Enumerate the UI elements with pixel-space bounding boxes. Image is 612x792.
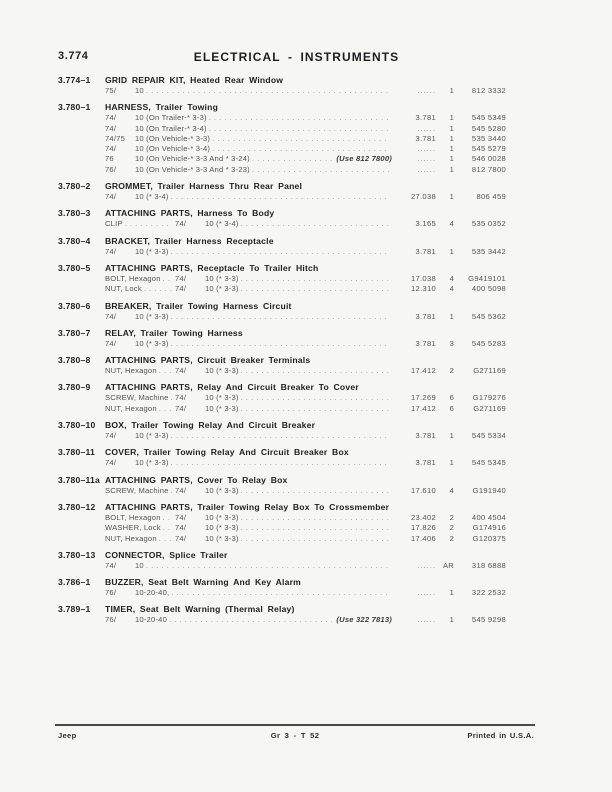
dot-leader	[125, 219, 172, 228]
row-qty: 4	[449, 485, 454, 495]
row-model: 10 (* 3-3)	[205, 533, 239, 543]
section-ref-number: 3.780–3	[58, 208, 91, 219]
parts-section	[58, 75, 506, 96]
dot-leader	[171, 312, 390, 321]
row-part-number: 400 4504	[471, 512, 506, 522]
parts-section	[58, 382, 506, 414]
row-group-ref: 23.402	[410, 512, 436, 522]
footer-rule	[55, 724, 535, 726]
parts-row	[105, 113, 506, 123]
dot-leader	[171, 247, 390, 256]
dot-leader	[163, 523, 172, 532]
dot-leader	[159, 366, 172, 375]
row-part-name-cell	[105, 366, 175, 376]
row-model: 10-20-40,	[135, 588, 170, 598]
parts-row	[105, 561, 506, 571]
row-part-name: BOLT, Hexagon	[105, 273, 161, 283]
section-ref-number: 3.786–1	[58, 577, 91, 588]
parts-row	[105, 431, 506, 441]
row-group-ref: ......	[417, 144, 436, 154]
row-year: 74/	[105, 144, 117, 154]
row-model: 10 (* 3-3)	[135, 338, 169, 348]
row-model: 10	[135, 560, 144, 570]
row-part-number: G191940	[472, 485, 506, 495]
row-group-ref: 3.781	[415, 338, 436, 348]
row-group-ref: 3.781	[415, 246, 436, 256]
row-group-ref: ......	[417, 164, 436, 174]
row-part-name: NUT, Lock	[105, 284, 142, 294]
section-title: BUZZER, Seat Belt Warning And Key Alarm	[105, 577, 301, 588]
section-ref-number: 3.780–8	[58, 355, 91, 366]
parts-row	[105, 513, 506, 523]
dot-leader	[171, 339, 390, 348]
row-part-number: 545 5362	[471, 311, 506, 321]
row-qty: 3	[449, 338, 454, 348]
section-body	[105, 328, 506, 349]
parts-section	[58, 236, 506, 257]
dot-leader	[146, 86, 390, 95]
row-qty: 1	[449, 192, 454, 202]
section-title: RELAY, Trailer Towing Harness	[105, 327, 243, 338]
row-model: 10 (On Vehicle-* 3-3 And * 3-24)	[135, 154, 250, 164]
row-part-number: 535 3440	[471, 133, 506, 143]
row-qty: 1	[449, 133, 454, 143]
dot-leader	[241, 366, 390, 375]
parts-row	[105, 339, 506, 349]
row-qty: 4	[449, 284, 454, 294]
section-body	[105, 550, 506, 571]
row-part-number: 535 0352	[471, 219, 506, 229]
row-group-ref: 17.038	[410, 273, 436, 283]
section-body	[105, 102, 506, 175]
row-part-number: G9419101	[468, 273, 506, 283]
row-year: 76/	[105, 164, 117, 174]
dot-leader	[163, 513, 172, 522]
dot-leader	[241, 513, 390, 522]
row-part-number: 812 7800	[471, 164, 506, 174]
parts-row	[105, 404, 506, 414]
row-qty: 2	[449, 533, 454, 543]
row-model: 10-20-40	[135, 615, 167, 625]
row-year: 74/	[175, 366, 187, 376]
dot-leader	[159, 534, 172, 543]
row-group-ref: 17.412	[410, 403, 436, 413]
row-year: 74/	[175, 533, 187, 543]
page-title: ELECTRICAL - INSTRUMENTS	[193, 50, 400, 64]
parts-section	[58, 208, 506, 229]
parts-row	[105, 154, 506, 164]
row-part-name: WASHER, Lock	[105, 523, 161, 533]
parts-row	[105, 523, 506, 533]
parts-row	[105, 458, 506, 468]
row-model: 10 (* 3-3)	[205, 366, 239, 376]
section-title: GROMMET, Trailer Harness Thru Rear Panel	[105, 181, 303, 192]
row-part-number: 545 5345	[471, 458, 506, 468]
parts-row	[105, 486, 506, 496]
footer-group-page: Gr 3 - T 52	[270, 731, 320, 740]
row-part-name-cell	[105, 534, 175, 544]
row-part-number: 545 5280	[471, 123, 506, 133]
row-part-number: 400 5098	[471, 284, 506, 294]
section-title: BOX, Trailer Towing Relay And Circuit Breaker	[105, 420, 316, 431]
row-group-ref: ......	[417, 154, 436, 164]
row-use-note: (Use 812 7800)	[336, 154, 392, 164]
section-ref-number: 3.780–10	[58, 420, 96, 431]
row-qty: 4	[449, 219, 454, 229]
section-title: COVER, Trailer Towing Relay And Circuit Breaker Box	[105, 447, 349, 458]
row-year: 74/	[105, 113, 117, 123]
row-part-number: 318 6888	[471, 560, 506, 570]
row-year: 74/	[175, 219, 187, 229]
section-body	[105, 355, 506, 376]
row-part-number: 322 2532	[471, 588, 506, 598]
section-ref-number: 3.780–7	[58, 327, 91, 338]
parts-row	[105, 588, 506, 598]
section-ref-number: 3.780–6	[58, 300, 91, 311]
parts-row	[105, 366, 506, 376]
row-part-name-cell	[105, 284, 175, 294]
row-qty: 2	[449, 523, 454, 533]
parts-section	[58, 328, 506, 349]
row-group-ref: 17.269	[410, 393, 436, 403]
parts-section	[58, 604, 506, 625]
row-year: 76/	[105, 615, 117, 625]
dot-leader	[146, 561, 390, 570]
parts-section	[58, 577, 506, 598]
section-body	[105, 382, 506, 414]
row-year: 74/	[175, 403, 187, 413]
row-year: 76	[105, 154, 114, 164]
row-part-name: SCREW, Machine	[105, 393, 169, 403]
dot-leader	[171, 486, 172, 495]
row-qty: 6	[449, 403, 454, 413]
section-body	[105, 420, 506, 441]
row-part-name-cell	[105, 523, 175, 533]
row-qty: 6	[449, 393, 454, 403]
section-body	[105, 475, 506, 496]
row-part-name-cell	[105, 486, 175, 496]
row-group-ref: 3.781	[415, 133, 436, 143]
row-year: 74/	[175, 523, 187, 533]
section-body	[105, 208, 506, 229]
footer-brand: Jeep	[58, 731, 77, 740]
row-part-name-cell	[105, 274, 175, 284]
parts-row	[105, 219, 506, 229]
section-ref-number: 3.780–5	[58, 262, 91, 273]
section-ref-number: 3.780–12	[58, 501, 96, 512]
row-model: 10 (On Vehicle-* 3-4)	[135, 144, 211, 154]
row-qty: 2	[449, 366, 454, 376]
row-group-ref: ......	[417, 86, 436, 95]
row-group-ref: ......	[417, 560, 436, 570]
row-part-name: NUT, Hexagon	[105, 403, 157, 413]
row-qty: 1	[449, 164, 454, 174]
section-title: ATTACHING PARTS, Circuit Breaker Terminals	[105, 355, 311, 366]
parts-row	[105, 192, 506, 202]
row-model: 10 (On Trailer-* 3-3)	[135, 113, 207, 123]
row-qty: AR	[443, 560, 454, 570]
row-model: 10	[135, 86, 144, 95]
section-title: CONNECTOR, Splice Trailer	[105, 549, 228, 560]
row-part-number: 545 9298	[471, 615, 506, 625]
row-qty: 1	[449, 458, 454, 468]
row-part-name-cell	[105, 393, 175, 403]
row-qty: 1	[449, 113, 454, 123]
row-part-number: G271169	[473, 403, 506, 413]
section-ref-number: 3.780–1	[58, 102, 91, 113]
row-group-ref: 3.165	[415, 219, 436, 229]
row-year: 74/	[175, 485, 187, 495]
row-model: 10 (On Trailer-* 3-4)	[135, 123, 207, 133]
section-ref-number: 3.780–4	[58, 235, 91, 246]
row-year: 74/	[175, 512, 187, 522]
parts-section	[58, 420, 506, 441]
section-body	[105, 181, 506, 202]
row-model: 10 (* 3-4)	[135, 192, 169, 202]
row-group-ref: 12.310	[410, 284, 436, 294]
section-body	[105, 301, 506, 322]
row-year: 74/75	[105, 133, 126, 143]
section-title: ATTACHING PARTS, Harness To Body	[105, 208, 275, 219]
row-part-number: 545 5283	[471, 338, 506, 348]
row-group-ref: 3.781	[415, 431, 436, 441]
row-group-ref: 27.038	[410, 192, 436, 202]
parts-section	[58, 550, 506, 571]
dot-leader	[159, 404, 172, 413]
page-footer	[55, 724, 535, 740]
parts-section	[58, 301, 506, 322]
section-ref-number: 3.780–13	[58, 549, 96, 560]
dot-leader	[241, 219, 390, 228]
row-model: 10 (* 3-3)	[135, 431, 169, 441]
row-qty: 4	[449, 273, 454, 283]
row-year: 74/	[175, 393, 187, 403]
row-year: 74/	[105, 246, 117, 256]
row-qty: 1	[449, 123, 454, 133]
section-body	[105, 236, 506, 257]
row-qty: 1	[449, 154, 454, 164]
row-group-ref: ......	[417, 588, 436, 598]
row-model: 10 (* 3-3)	[135, 246, 169, 256]
dot-leader	[252, 165, 390, 174]
section-body	[105, 75, 506, 96]
row-part-number: 535 3442	[471, 246, 506, 256]
section-body	[105, 604, 506, 625]
row-part-number: 545 5334	[471, 431, 506, 441]
row-part-name: NUT, Hexagon	[105, 533, 157, 543]
row-group-ref: ......	[417, 615, 436, 625]
row-year: 75/	[105, 86, 117, 95]
row-group-ref: ......	[417, 123, 436, 133]
parts-list	[58, 75, 506, 632]
parts-section	[58, 475, 506, 496]
section-body	[105, 502, 506, 544]
row-qty: 1	[449, 86, 454, 95]
row-qty: 1	[449, 246, 454, 256]
row-use-note: (Use 322 7813)	[336, 615, 392, 625]
section-ref-number: 3.780–11	[58, 447, 95, 458]
dot-leader	[241, 393, 390, 402]
dot-leader	[241, 274, 390, 283]
row-part-name: NUT, Hexagon	[105, 366, 157, 376]
section-ref-number: 3.780–9	[58, 382, 91, 393]
dot-leader	[241, 284, 390, 293]
row-part-number: 546 0028	[471, 154, 506, 164]
dot-leader	[144, 284, 172, 293]
row-model: 10 (* 3-3)	[205, 485, 239, 495]
row-part-number: G271169	[473, 366, 506, 376]
parts-row	[105, 247, 506, 257]
row-part-number: G120375	[472, 533, 506, 543]
row-year: 74/	[105, 560, 117, 570]
row-part-number: 812 3332	[471, 86, 506, 95]
section-title: BREAKER, Trailer Towing Harness Circuit	[105, 300, 292, 311]
dot-leader	[209, 124, 390, 133]
row-model: 10 (* 3-4)	[205, 219, 239, 229]
row-model: 10 (* 3-3)	[205, 393, 239, 403]
row-group-ref: 17.610	[410, 485, 436, 495]
section-body	[105, 447, 506, 468]
section-body	[105, 577, 506, 598]
row-year: 74/	[105, 338, 117, 348]
row-model: 10 (On Vehicle-* 3-3 And * 3-23)	[135, 164, 250, 174]
row-year: 74/	[105, 311, 117, 321]
row-group-ref: 3.781	[415, 113, 436, 123]
section-ref-number: 3.780–2	[58, 181, 91, 192]
parts-row	[105, 534, 506, 544]
section-title: ATTACHING PARTS, Cover To Relay Box	[105, 474, 288, 485]
parts-row	[105, 393, 506, 403]
row-model: 10 (* 3-3)	[205, 284, 239, 294]
section-title: HARNESS, Trailer Towing	[105, 102, 219, 113]
row-year: 74/	[105, 458, 117, 468]
dot-leader	[171, 393, 172, 402]
parts-row	[105, 274, 506, 284]
dot-leader	[171, 431, 390, 440]
dot-leader	[212, 144, 390, 153]
dot-leader	[171, 192, 390, 201]
parts-row	[105, 615, 506, 625]
row-qty: 1	[449, 144, 454, 154]
section-title: GRID REPAIR KIT, Heated Rear Window	[105, 75, 284, 85]
row-model: 10 (* 3-3)	[135, 458, 169, 468]
row-model: 10 (* 3-3)	[205, 523, 239, 533]
parts-row	[105, 165, 506, 175]
row-qty: 1	[449, 615, 454, 625]
footer-printed-in: Printed in U.S.A.	[467, 731, 534, 740]
row-model: 10 (* 3-3)	[205, 512, 239, 522]
row-part-name-cell	[105, 513, 175, 523]
row-part-name-cell	[105, 404, 175, 414]
row-year: 74/	[105, 431, 117, 441]
row-year: 74/	[175, 273, 187, 283]
row-group-ref: 17.826	[410, 523, 436, 533]
section-title: ATTACHING PARTS, Receptacle To Trailer Hitch	[105, 262, 319, 273]
row-qty: 1	[449, 311, 454, 321]
row-model: 10 (* 3-3)	[205, 273, 239, 283]
parts-row	[105, 144, 506, 154]
parts-section	[58, 447, 506, 468]
parts-row	[105, 124, 506, 134]
row-part-number: 545 5279	[471, 144, 506, 154]
dot-leader	[171, 458, 390, 467]
parts-section	[58, 181, 506, 202]
section-ref-number: 3.789–1	[58, 604, 91, 615]
parts-section	[58, 502, 506, 544]
section-body	[105, 263, 506, 295]
parts-section	[58, 355, 506, 376]
section-title: ATTACHING PARTS, Relay And Circuit Breaker To Cover	[105, 382, 359, 393]
dot-leader	[209, 113, 390, 122]
section-ref-number: 3.774–1	[58, 75, 91, 85]
row-year: 76/	[105, 588, 117, 598]
row-year: 74/	[175, 284, 187, 294]
row-group-ref: 3.781	[415, 458, 436, 468]
section-title: ATTACHING PARTS, Trailer Towing Relay Box To Crossmember	[105, 501, 390, 512]
row-part-name-cell	[105, 219, 175, 229]
section-title: BRACKET, Trailer Harness Receptacle	[105, 235, 274, 246]
parts-row	[105, 312, 506, 322]
dot-leader	[252, 154, 333, 163]
parts-row	[105, 284, 506, 294]
row-model: 10 (* 3-3)	[135, 311, 169, 321]
dot-leader	[169, 615, 332, 624]
row-part-number: G179276	[472, 393, 506, 403]
page-section-number: 3.774	[58, 50, 89, 62]
row-part-number: 545 5349	[471, 113, 506, 123]
dot-leader	[241, 534, 390, 543]
dot-leader	[241, 523, 390, 532]
row-model: 10 (On Vehicle-* 3-3)	[135, 133, 211, 143]
dot-leader	[171, 588, 390, 597]
dot-leader	[241, 404, 390, 413]
parts-section	[58, 102, 506, 175]
dot-leader	[241, 486, 390, 495]
row-year: 74/	[105, 192, 117, 202]
parts-section	[58, 263, 506, 295]
row-part-name: CLIP	[105, 219, 123, 229]
section-title: TIMER, Seat Belt Warning (Thermal Relay)	[105, 604, 295, 615]
row-part-name: BOLT, Hexagon	[105, 512, 161, 522]
row-part-name: SCREW, Machine	[105, 485, 169, 495]
row-group-ref: 3.781	[415, 311, 436, 321]
page-header	[58, 50, 535, 66]
parts-row	[105, 86, 506, 96]
parts-row	[105, 134, 506, 144]
row-year: 74/	[105, 123, 117, 133]
dot-leader	[212, 134, 390, 143]
row-model: 10 (* 3-3)	[205, 403, 239, 413]
row-part-number: G174916	[472, 523, 506, 533]
section-ref-number: 3.780–11a	[58, 474, 100, 485]
row-qty: 2	[449, 512, 454, 522]
row-group-ref: 17.412	[410, 366, 436, 376]
row-qty: 1	[449, 588, 454, 598]
dot-leader	[163, 274, 172, 283]
row-qty: 1	[449, 431, 454, 441]
row-part-number: 806 459	[476, 192, 506, 202]
row-group-ref: 17.406	[410, 533, 436, 543]
